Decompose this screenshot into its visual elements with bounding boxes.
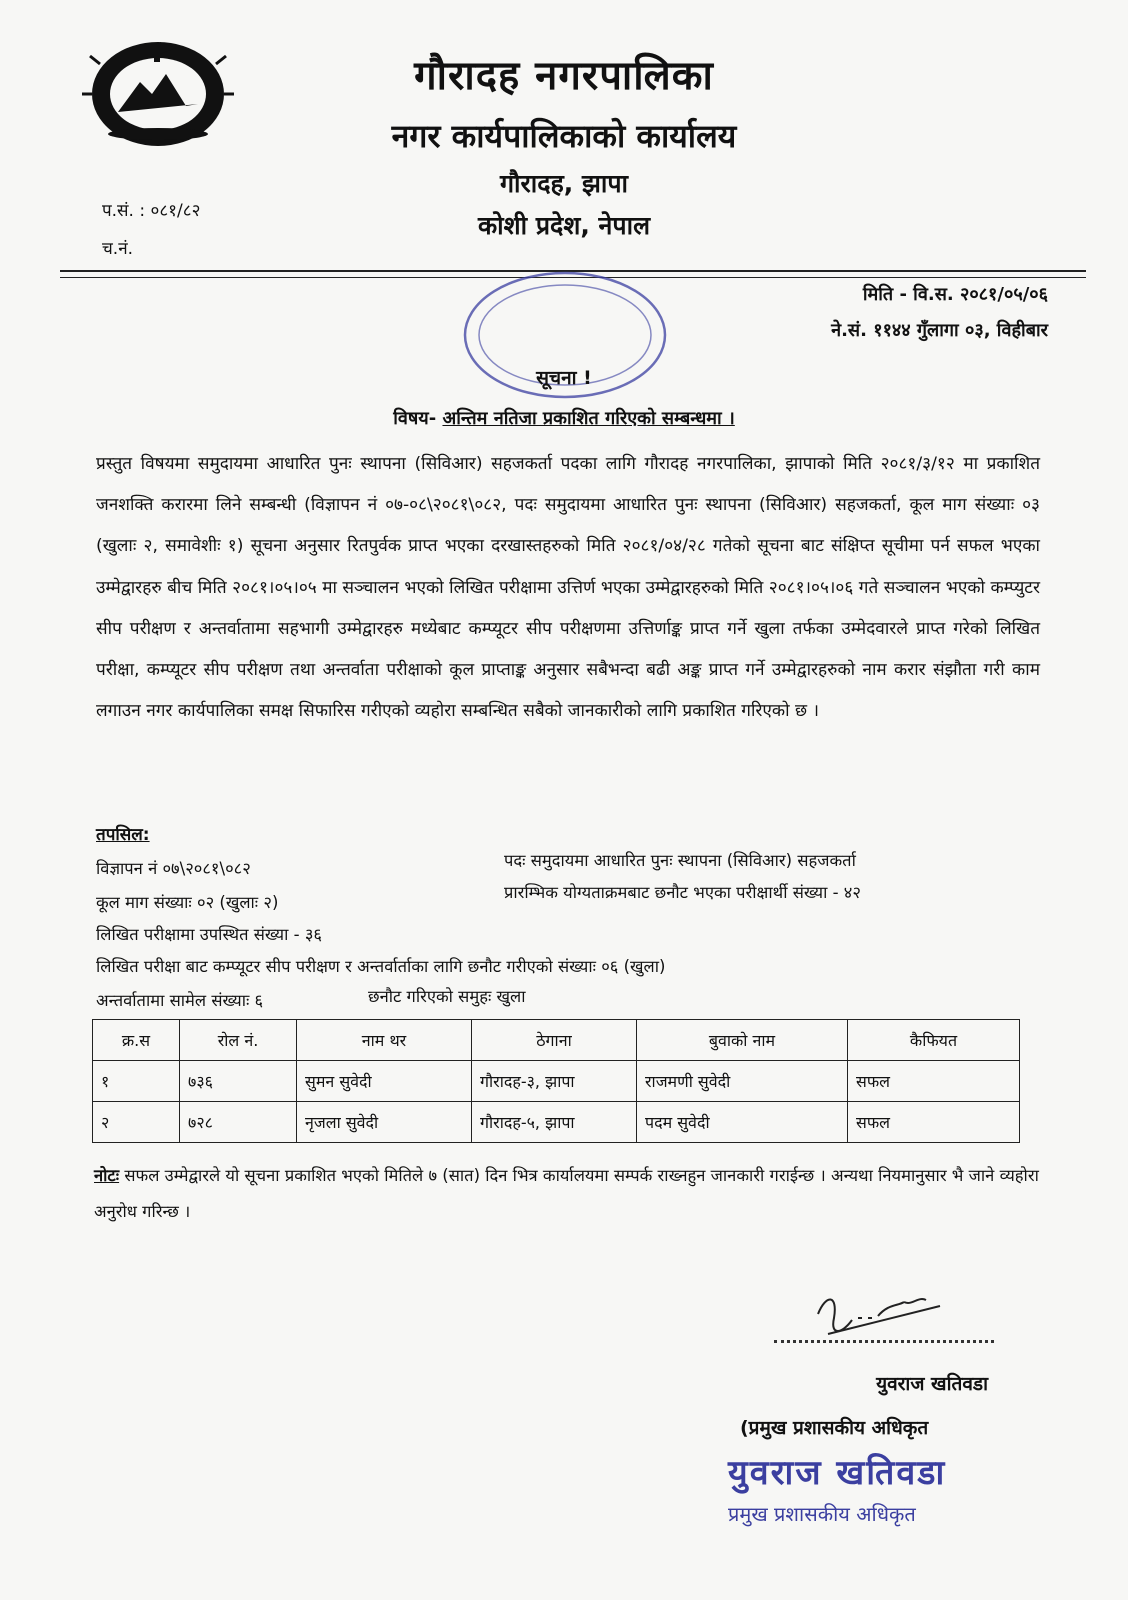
total-demand: कूल माग संख्याः ०२ (खुलाः २): [96, 893, 279, 912]
subject-line: [0, 406, 1128, 430]
cell-name: सुमन सुवेदी: [297, 1061, 472, 1102]
office-province: कोशी प्रदेश, नेपाल: [477, 211, 651, 240]
cell-serial: १: [93, 1061, 180, 1102]
column-header-address: ठेगाना: [472, 1020, 637, 1061]
municipality-name: गौरादह नगरपालिका: [414, 53, 714, 99]
cell-remarks: सफल: [848, 1102, 1020, 1143]
cell-father-name: राजमणी सुवेदी: [637, 1061, 848, 1102]
shortlisted-count: प्रारम्भिक योग्यताक्रमबाट छनौट भएका परीक्षार्थी संख्या - ४२: [504, 883, 861, 902]
name-stamp: युवराज खतिवडा: [728, 1453, 947, 1493]
cell-father-name: पदम सुवेदी: [637, 1102, 848, 1143]
date-bikram-sambat: मिति - वि.स. २०८१/०५/०६: [862, 284, 1048, 305]
column-header-name: नाम थर: [297, 1020, 472, 1061]
date-nepal-sambat: ने.सं. ११४४ गुँलागा ०३, विहीबार: [831, 320, 1048, 341]
office-location: गौरादह, झापा: [499, 169, 629, 198]
notice-body: प्रस्तुत विषयमा समुदायमा आधारित पुनः स्थापना (सिविआर) सहजकर्ता पदका लागि गौरादह नगरपालिका, झापाको मिति २०८१/३/१२ मा प्रकाशित जनशक्ति करारमा लिने सम्बन्धी (विज्ञापन नं ०७-०८\२०८१\०८२, पदः समुदायमा आधारित पुनः स्थापना (सिविआर) सहजकर्ता, कूल माग संख्याः ०३ (खुलाः २, समावेशीः १) सूचना अनुसार रितपुर्वक प्राप्त भएका दरखास्तहरुको मिति २०८१/०४/२८ गतेको सूचना बाट संक्षिप्त सूचीमा पर्न सफल भएका उम्मेद्वारहरु बीच मिति २०८१।०५।०५ मा सञ्चालन भएको लिखित परीक्षामा उत्तिर्ण भएका उम्मेद्वारहरुको मिति २०८१।०५।०६ गते सञ्चालन भएको कम्प्युटर सीप परीक्षण र अन्तर्वातामा सहभागी उम्मेद्वारहरु मध्येबाट कम्प्यूटर सीप परीक्षणमा उत्तिर्णाङ्क प्राप्त गर्ने खुला तर्फका उम्मेदवारले प्राप्त गरेको लिखित परीक्षा, कम्प्यूटर सीप परीक्षण तथा अन्तर्वाता परीक्षाको कूल प्राप्ताङ्क अनुसार सबैभन्दा बढी अङ्क प्राप्त गर्ने उम्मेद्वारहरुको नाम करार संझौता गरी काम लगाउन नगर कार्यपालिका समक्ष सिफारिस गरीएको व्यहोरा सम्बन्धित सबैको जानकारीको लागि प्रकाशित गरिएको छ ।: [96, 454, 1040, 722]
selected-group: छनौट गरिएको समुहः खुला: [368, 987, 526, 1006]
table-header-row: [93, 1020, 1020, 1061]
interview-count: अन्तर्वातामा सामेल संख्याः ६: [96, 991, 264, 1010]
subject-text: अन्तिम नतिजा प्रकाशित गरिएको सम्बन्धमा ।: [442, 408, 735, 429]
subject-label: विषय-: [393, 408, 437, 429]
handwritten-signature: [808, 1284, 948, 1344]
column-header-father-name: बुवाको नाम: [637, 1020, 848, 1061]
results-table: [92, 1019, 1020, 1143]
column-header-roll: रोल नं.: [180, 1020, 297, 1061]
cell-serial: २: [93, 1102, 180, 1143]
note-paragraph: [94, 1158, 1044, 1230]
office-name: नगर कार्यपालिकाको कार्यालय: [391, 117, 737, 155]
cell-name: नृजला सुवेदी: [297, 1102, 472, 1143]
column-header-remarks: कैफियत: [848, 1020, 1020, 1061]
note-label: नोटः: [94, 1166, 120, 1185]
signature-line: [774, 1340, 994, 1343]
designation-stamp: प्रमुख प्रशासकीय अधिकृत: [728, 1502, 916, 1526]
cell-address: गौरादह-३, झापा: [472, 1061, 637, 1102]
column-header-serial: क्र.स: [93, 1020, 180, 1061]
selected-for-interview: लिखित परीक्षा बाट कम्प्यूटर सीप परीक्षण र अन्तर्वार्ताका लागि छनौट गरीएको संख्याः ०६ (खुला): [96, 957, 666, 976]
notice-heading: सूचना !: [536, 367, 592, 389]
reference-number: प.सं. : ०८१/८२: [102, 201, 201, 221]
signer-name: युवराज खतिवडा: [876, 1373, 988, 1395]
cell-address: गौरादह-५, झापा: [472, 1102, 637, 1143]
cell-roll: ७२८: [180, 1102, 297, 1143]
table-row: [93, 1102, 1020, 1143]
cell-roll: ७३६: [180, 1061, 297, 1102]
advertisement-number: विज्ञापन नं ०७\२०८१\०८२: [96, 859, 251, 878]
written-exam-present: लिखित परीक्षामा उपस्थित संख्या - ३६: [96, 925, 322, 944]
signer-title: (प्रमुख प्रशासकीय अधिकृत: [740, 1417, 929, 1439]
dispatch-number: च.नं.: [102, 239, 134, 259]
cell-remarks: सफल: [848, 1061, 1020, 1102]
note-text: सफल उम्मेद्वारले यो सूचना प्रकाशित भएको मितिले ७ (सात) दिन भित्र कार्यालयमा सम्पर्क राख्नहुन जानकारी गराईन्छ । अन्यथा नियमानुसार भै जाने व्यहोरा अनुरोध गरिन्छ ।: [94, 1166, 1039, 1221]
post-name: पदः समुदायमा आधारित पुनः स्थापना (सिविआर) सहजकर्ता: [504, 851, 856, 870]
details-heading: तपसिल:: [96, 825, 150, 845]
table-row: [93, 1061, 1020, 1102]
